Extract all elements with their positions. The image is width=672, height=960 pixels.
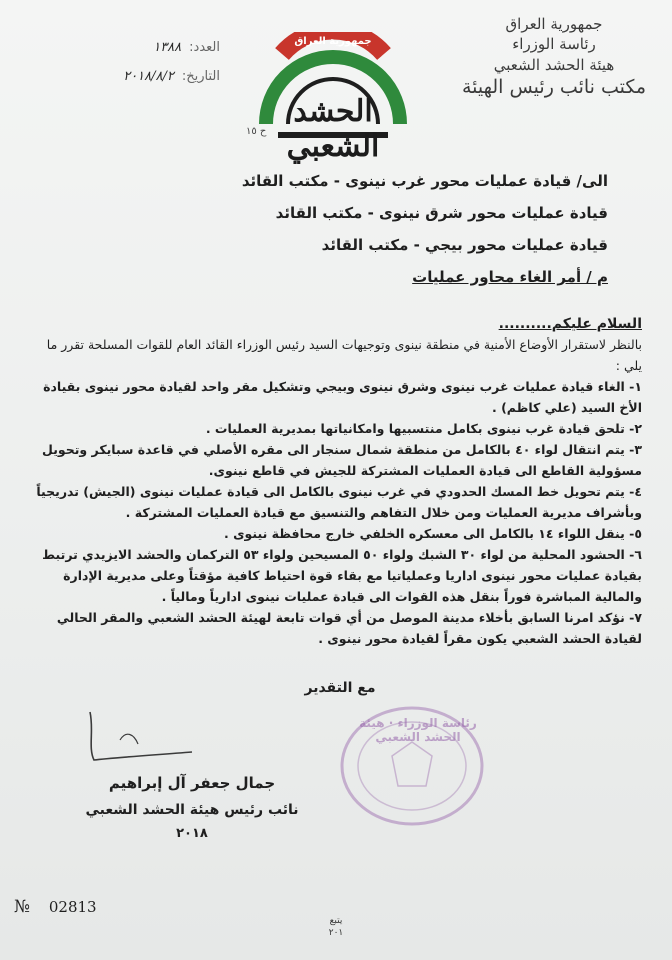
signatory-title: نائب رئيس هيئة الحشد الشعبي — [85, 802, 299, 818]
date-value: ٢٠١٨/٨/٢ — [123, 69, 174, 84]
order-item-5: ٥- ينقل اللواء ١٤ بالكامل الى معسكره الخلفي خارج محافظة نينوى . — [224, 526, 642, 541]
continued-label: يتبع — [329, 916, 343, 926]
order-item-7: ٧- نؤكد امرنا السابق بأخلاء مدينة الموصل من أي قوات تابعة لهيئة الحشد الشعبي والمقر الحالي لقيادة الحشد الشعبي يكون مقراً لقيادة محور نينوى . — [56, 610, 642, 646]
signatory-name: جمال جعفر آل إبراهيم — [108, 774, 276, 792]
recipients-block — [60, 172, 608, 286]
stamp-text: رئاسة الوزراء · هيئة الحشد الشعبي — [359, 716, 477, 744]
org-line-office: مكتب نائب رئيس الهيئة — [461, 75, 647, 98]
order-item-1: ١- الغاء قيادة عمليات غرب نينوى وشرق نينوى وبيجي وتشكيل مقر واحد لقيادة محور نينوى بقيادة الأخ السيد (علي كاظم) . — [43, 379, 642, 415]
page-footer — [0, 915, 672, 939]
intro-paragraph: بالنظر لاستقرار الأوضاع الأمنية في منطقة نينوى وتوجيهات السيد رئيس الوزراء القائد العام للقوات المسلحة تقرر ما يلي : — [46, 337, 642, 373]
signature-year: ٢٠١٨ — [176, 826, 208, 841]
subject-line: م / أمر الغاء محاور عمليات — [412, 268, 608, 286]
reference-value: ١٣٨٨ — [153, 40, 182, 55]
page-code: ٢٠١ — [328, 928, 344, 938]
order-item-4: ٤- يتم تحويل خط المسك الحدودي في غرب نينوى بالكامل الى قيادة عمليات نينوى (الجيش) تدريجياً وبأشراف مديرية العمليات ومن خلال التفاهم والتنسيق مع قيادة العمليات المشتركة . — [36, 484, 642, 520]
greeting: السلام عليكم.......... — [498, 316, 642, 332]
serial-value: 02813 — [48, 898, 97, 916]
date-row — [40, 69, 220, 84]
closing-line: مع التقدير — [304, 680, 376, 696]
signature-block — [62, 774, 322, 841]
org-line-country: جمهورية العراق — [505, 15, 603, 33]
reference-label: العدد: — [189, 40, 220, 55]
logo-code: ح ١٥ — [246, 126, 267, 137]
org-line-authority: هيئة الحشد الشعبي — [493, 55, 615, 74]
order-item-3: ٣- يتم انتقال لواء ٤٠ بالكامل من منطقة شمال سنجار الى مقره الأصلي في قاعدة سبايكر وتحويل مسؤولية القاطع الى قيادة العمليات المشتركة للجيش في قاطع نينوى. — [42, 442, 642, 478]
serial-number — [14, 897, 97, 917]
letter-body — [30, 316, 642, 649]
order-item-6: ٦- الحشود المحلية من لواء ٣٠ الشبك ولواء ٥٠ المسيحين ولواء ٥٣ التركمان والحشد الايزيدي ترتبط بقيادة عمليات محور نينوى اداريا وعملياتيا مع بقاء قوة احتياط كافية مؤقتاً وعلى مديرية الإدارة والمالية المباشرة فوراً بنقل هذه القوات الى قيادة عمليات نينوى ادارياً ومالياً . — [42, 547, 642, 604]
handwritten-signature — [80, 700, 200, 770]
reference-block — [40, 40, 220, 98]
order-item-2: ٢- تلحق قيادة غرب نينوى بكامل منتسبيها وامكانياتها بمديرية العمليات . — [205, 421, 642, 436]
recipient-west-nineveh: الى/ قيادة عمليات محور غرب نينوى - مكتب القائد — [241, 172, 608, 190]
numero-sign: № — [14, 897, 31, 917]
logo-wordmark: الحشد الشعبي — [286, 94, 380, 164]
reference-number-row — [40, 40, 220, 55]
pmf-logo — [248, 32, 418, 164]
date-label: التاريخ: — [181, 69, 220, 84]
logo-caption: جمهورية العراق — [294, 36, 372, 47]
recipient-baiji: قيادة عمليات محور بيجي - مكتب القائد — [321, 236, 608, 254]
organization-header — [454, 14, 654, 100]
recipient-east-nineveh: قيادة عمليات محور شرق نينوى - مكتب القائد — [275, 204, 608, 222]
org-line-presidency: رئاسة الوزراء — [512, 35, 596, 54]
